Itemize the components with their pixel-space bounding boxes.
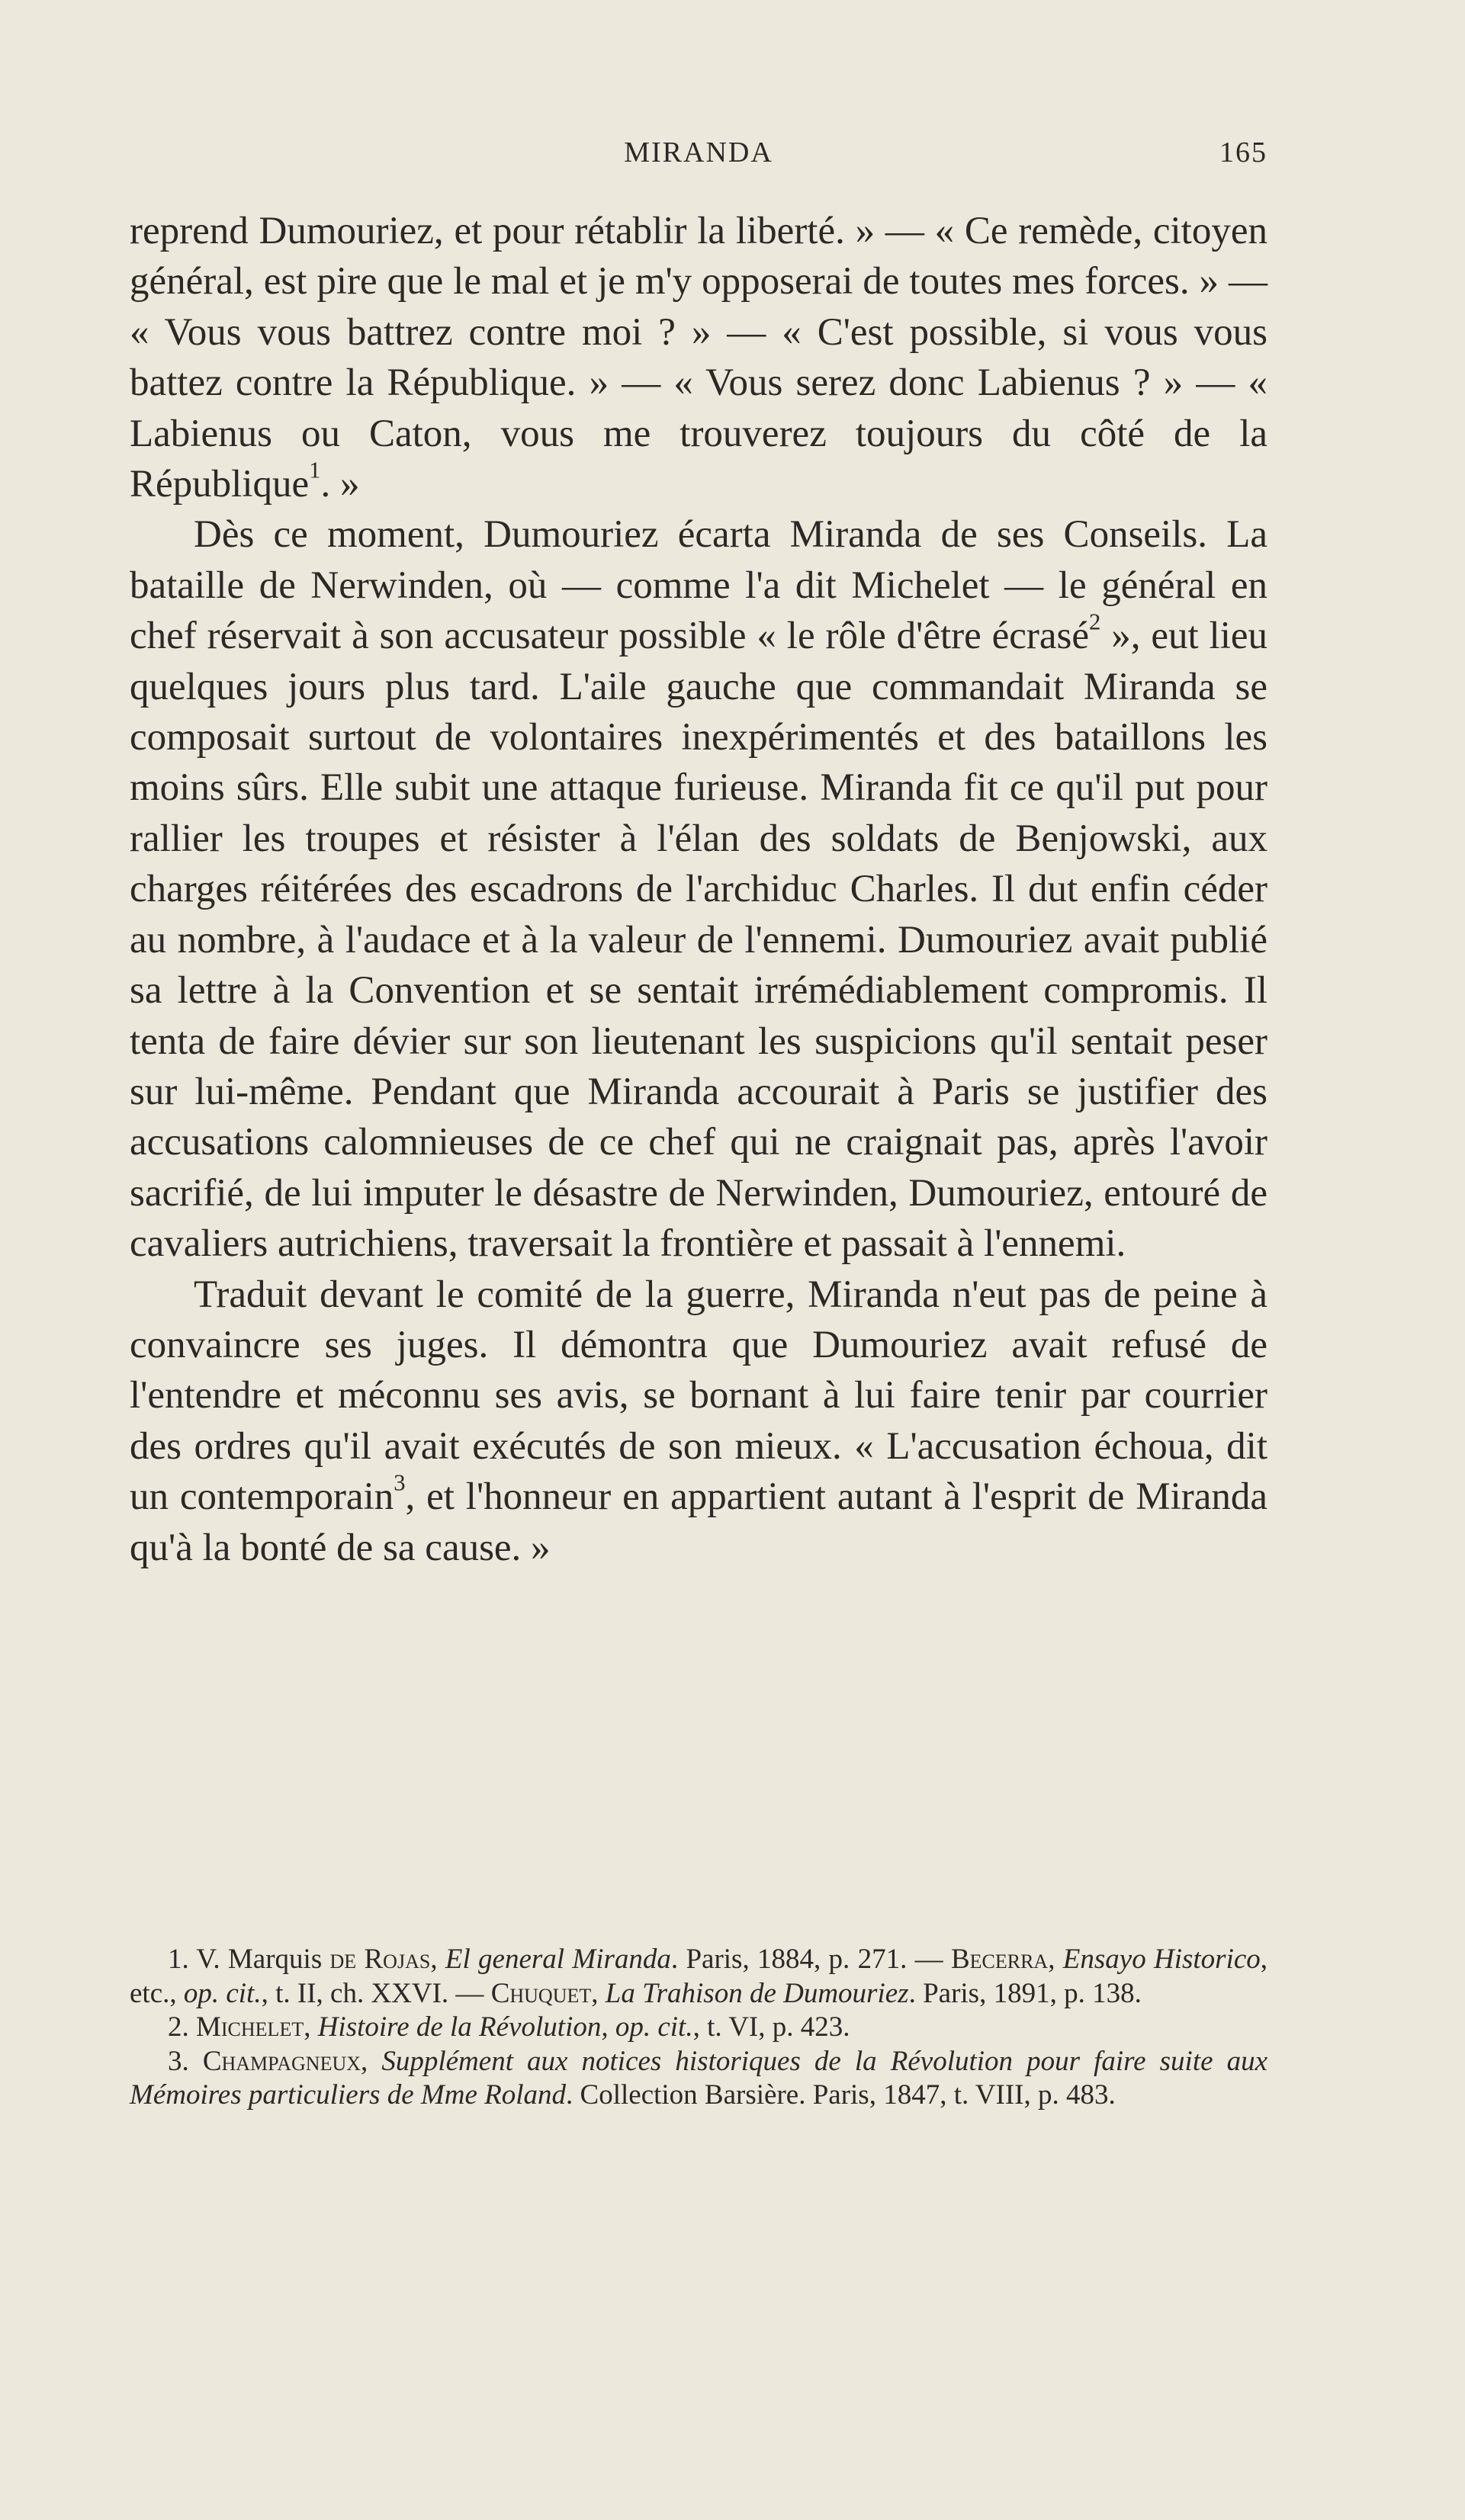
running-header: [130, 136, 1267, 181]
footnote-2: 2. Michelet, Histoire de la Révolution, op. cit., t. VI, p. 423.: [168, 2011, 850, 2043]
footnote-ref-3: 3: [394, 1469, 406, 1496]
paragraph-2: Dès ce moment, Dumouriez écarta Miranda de ses Conseils. La bataille de Nerwinden, où — comme l'a dit Michelet — le général en chef réservait à son accusateur possible « le rôle d'être écrasé$^2$ », eut lieu quelques jours plus tard. L'aile gauche que commandait Miranda se composait surtout de volontaires inexpérimentés et des bataillons les moins sûrs. Elle subit une attaque furieuse. Miranda fit ce qu'il put pour rallier les troupes et résister à l'élan des soldats de Benjowski, aux charges réitérées des escadrons de l'archiduc Charles. Il dut enfin céder au nombre, à l'audace et à la valeur de l'ennemi. Dumouriez avait publié sa lettre à la Convention et se sentait irrémédiablement compromis. Il tenta de faire dévier sur son lieutenant les suspicions qu'il sentait peser sur lui-même. Pendant que Miranda accourait à Paris se justifier des accusations calomnieuses de ce chef qui ne craignait pas, après l'avoir sacrifié, de lui imputer le désastre de Nerwinden, Dumouriez, entouré de cavaliers autrichiens, traversait la frontière et passait à l'ennemi.: [130, 513, 1267, 1266]
footnote-ref-2: 2: [1089, 608, 1101, 635]
footnote-ref-1: 1: [309, 457, 321, 483]
running-title: MIRANDA: [624, 136, 773, 169]
paragraph-3: Traduit devant le comité de la guerre, Miranda n'eut pas de peine à convaincre ses juges. Il démontra que Dumouriez avait refusé de l'entendre et méconnu ses avis, se bornant à lui faire tenir par courrier des ordres qu'il avait exécutés de son mieux. « L'accusation échoua, dit un contemporain$^3$, et l'honneur en appartient autant à l'esprit de Miranda qu'à la bonté de sa cause. »: [130, 1273, 1268, 1569]
footnote-1: 1. V. Marquis de Rojas, El general Miranda. Paris, 1884, p. 271. — Becerra, Ensayo Historico, etc., op. cit., t. II, ch. XXVI. — Chuquet, La Trahison de Dumouriez. Paris, 1891, p. 138.: [130, 1944, 1268, 2009]
page-number: 165: [1219, 136, 1267, 169]
body-text: [130, 206, 1267, 1573]
paragraph-1: reprend Dumouriez, et pour rétablir la liberté. » — « Ce remède, citoyen général, est pire que le mal et je m'y opposerai de toutes mes forces. » — « Vous vous battrez contre moi ? » — « C'est possible, si vous vous battez contre la République. » — « Vous serez donc Labienus ? » — « Labienus ou Caton, vous me trouverez toujours du côté de la République$^1$. »: [130, 210, 1267, 506]
footnote-3: 3. Champagneux, Supplément aux notices historiques de la Révolution pour faire suite aux Mémoires particuliers de Mme Roland. Collection Barsière. Paris, 1847, t. VIII, p. 483.: [130, 2045, 1268, 2111]
footnotes: [130, 1943, 1267, 2113]
